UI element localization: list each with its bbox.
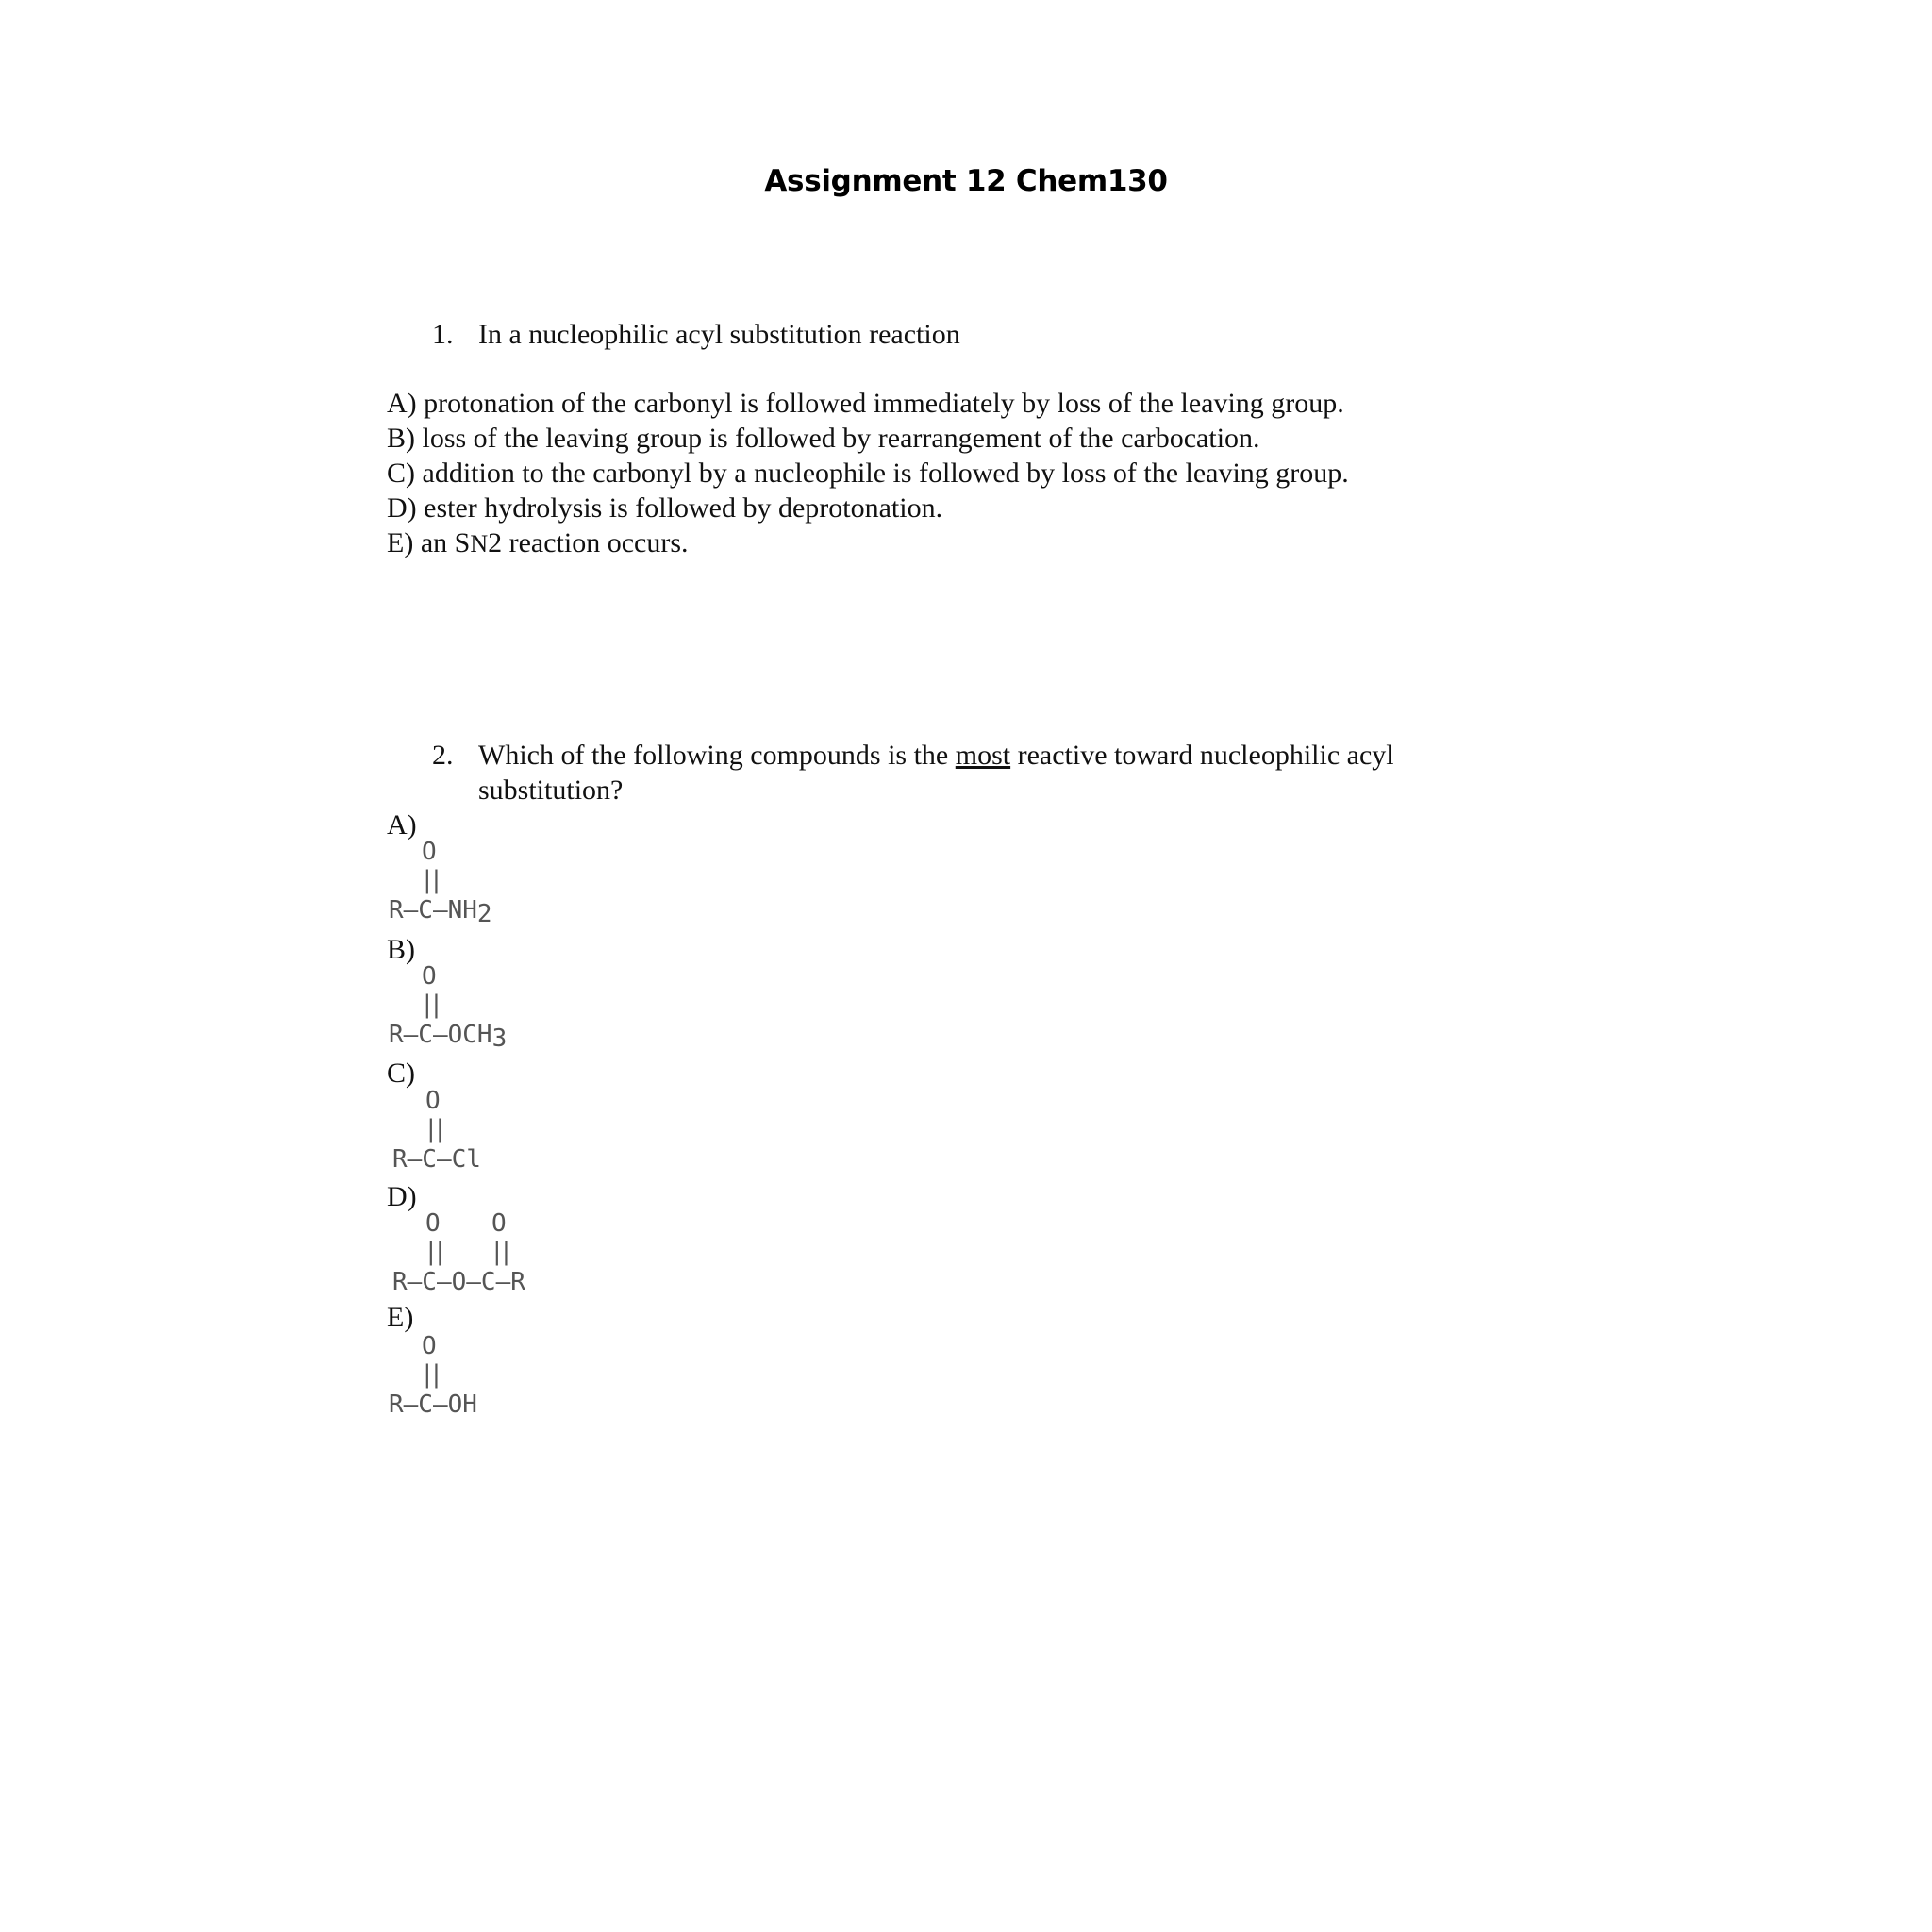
carbonyl-oxygen: O xyxy=(425,1209,441,1238)
question-2-emphasis: most xyxy=(955,740,1011,771)
double-bond: || xyxy=(420,991,439,1019)
carbonyl-oxygen: O xyxy=(425,1087,441,1115)
q2-option-b-formula xyxy=(389,1021,508,1053)
q2-option-e-label: E) xyxy=(387,1302,414,1333)
question-2-text-before: Which of the following compounds is the xyxy=(478,740,956,771)
q1-option-c: C) addition to the carbonyl by a nucleophile is followed by loss of the leaving group. xyxy=(387,458,1349,489)
q2-option-b-structure xyxy=(389,962,540,1057)
q2-option-d-label: D) xyxy=(387,1181,417,1212)
question-1-number: 1. xyxy=(432,319,454,350)
carbonyl-oxygen: O xyxy=(422,838,437,866)
q1-option-e-subscript: N xyxy=(470,530,489,558)
q2-option-c-formula xyxy=(392,1145,481,1174)
q2-option-e-structure xyxy=(389,1332,521,1426)
q2-option-a-label: A) xyxy=(387,809,417,841)
formula-subscript: 2 xyxy=(476,900,492,928)
q1-option-b: B) loss of the leaving group is followed by rearrangement of the carbocation. xyxy=(387,423,1260,454)
carbonyl-oxygen-2: O xyxy=(491,1209,507,1238)
question-2-heading xyxy=(432,738,1517,813)
question-1-heading xyxy=(432,317,1564,355)
q2-option-a-structure xyxy=(389,838,521,932)
q1-option-e xyxy=(387,525,1349,561)
formula-main: R–C–O–C–R xyxy=(392,1268,525,1296)
q1-option-e-suffix: 2 reaction occurs. xyxy=(488,527,689,558)
q1-option-e-prefix: E) an S xyxy=(387,527,471,558)
formula-subscript: 3 xyxy=(491,1024,508,1053)
formula-main: R–C–OH xyxy=(389,1391,477,1419)
q2-option-c-label: C) xyxy=(387,1058,415,1089)
q1-option-a: A) protonation of the carbonyl is followed immediately by loss of the leaving group. xyxy=(387,388,1344,419)
formula-main: R–C–Cl xyxy=(392,1145,481,1174)
question-2-number: 2. xyxy=(432,740,454,771)
question-1-text: In a nucleophilic acyl substitution reaction xyxy=(478,319,960,350)
double-bond: || xyxy=(424,1115,442,1143)
question-1-options xyxy=(387,386,1349,561)
double-bond-2: || xyxy=(490,1238,508,1266)
q2-option-e-formula xyxy=(389,1391,477,1419)
q2-option-c-structure xyxy=(392,1087,525,1181)
q2-option-a-formula xyxy=(389,896,492,928)
double-bond: || xyxy=(424,1238,442,1266)
formula-main: R–C–NH xyxy=(389,896,477,924)
double-bond: || xyxy=(420,866,439,894)
document-title: Assignment 12 Chem130 xyxy=(764,164,1168,198)
question-2-text-after: reactive toward nucleophilic acyl substitution? xyxy=(478,740,1394,806)
formula-main: R–C–OCH xyxy=(389,1021,492,1049)
q2-option-d-formula xyxy=(392,1268,525,1296)
q1-option-d: D) ester hydrolysis is followed by deprotonation. xyxy=(387,492,943,524)
q2-option-b-label: B) xyxy=(387,934,415,965)
q2-option-d-structure xyxy=(392,1209,562,1304)
carbonyl-oxygen: O xyxy=(422,962,437,991)
carbonyl-oxygen: O xyxy=(422,1332,437,1360)
double-bond: || xyxy=(420,1360,439,1389)
question-2-text xyxy=(478,738,1516,808)
